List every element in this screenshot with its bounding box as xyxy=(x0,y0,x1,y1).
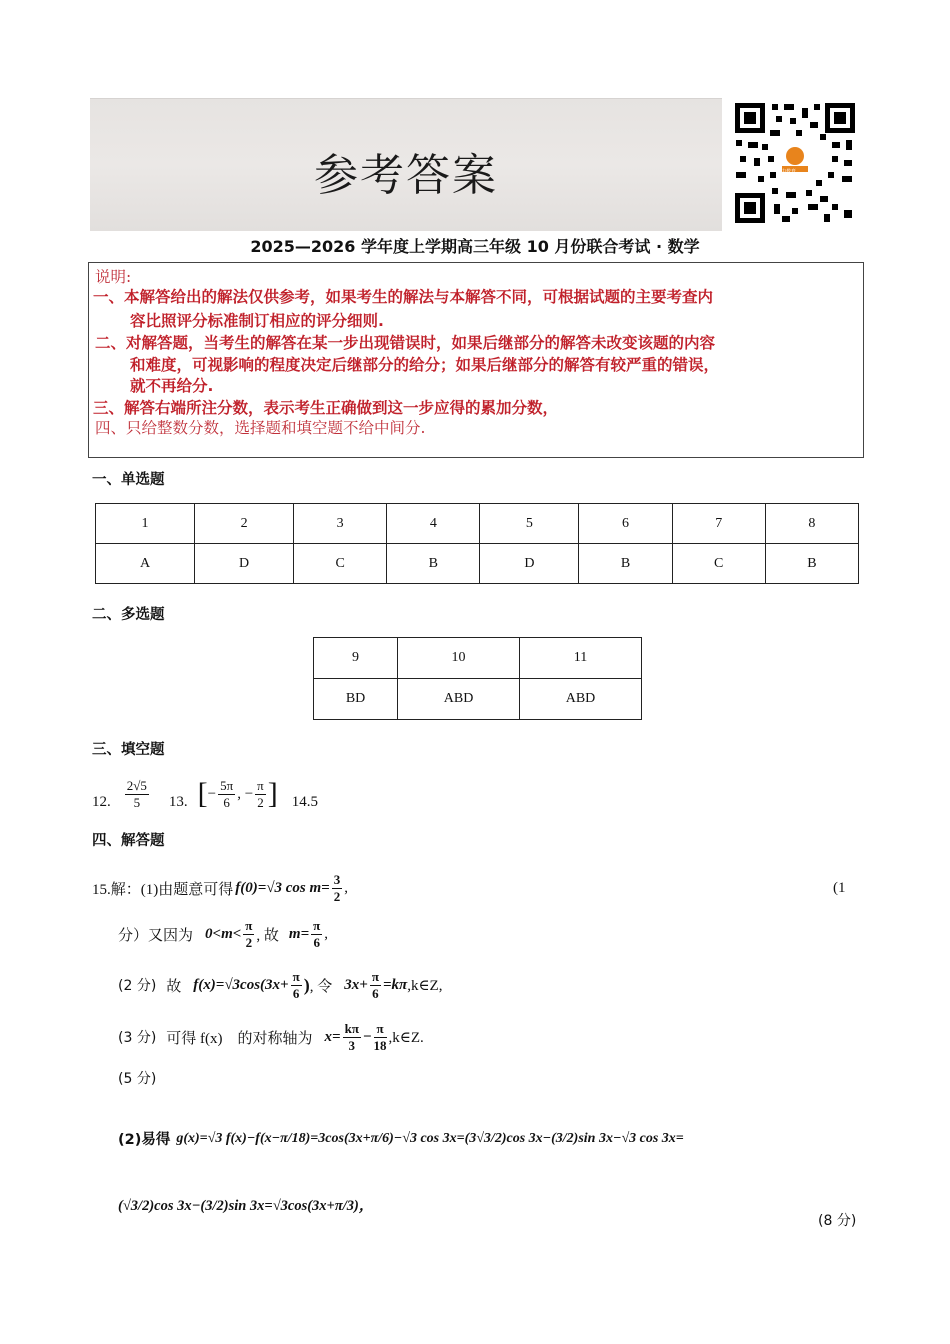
fraction-denominator: 2 xyxy=(245,934,253,950)
q12-label: 12. xyxy=(92,793,111,810)
q13-lower-bound xyxy=(218,778,235,811)
right-bracket-icon: ] xyxy=(267,777,278,810)
question-number: 7 xyxy=(672,504,765,544)
note-2: 二、对解答题，当考生的解答在某一步出现错误时，如果后继部分的解答未改变该题的内容 xyxy=(95,334,716,352)
answer-cell: BD xyxy=(314,679,398,720)
q13-label: 13. xyxy=(168,793,188,810)
minus-sign: − xyxy=(207,785,217,802)
q15-line-1 xyxy=(92,872,348,904)
q15-let-rhs: =kπ xyxy=(382,976,408,993)
multi-choice-heading: 二、多选题 xyxy=(92,607,165,623)
right-paren: ) xyxy=(303,974,310,995)
answer-cell: B xyxy=(765,544,858,584)
question-number-row xyxy=(314,638,642,679)
answer-cell: C xyxy=(672,544,765,584)
question-number: 6 xyxy=(579,504,672,544)
q15-axis-tail: ,k∈Z. xyxy=(388,1029,424,1046)
note-2-continued: 和难度，可视影响的程度决定后继部分的给分；如果后继部分的解答有较严重的错误， xyxy=(130,356,720,374)
q15-ineq-fraction xyxy=(243,918,254,951)
answer-cell: A xyxy=(96,544,195,584)
multi-choice-table xyxy=(313,637,642,720)
q15-score-1b: 分）又因为 xyxy=(118,927,194,944)
question-number: 9 xyxy=(314,638,398,679)
q15-let-eq: 3x+ xyxy=(344,976,368,993)
fraction-numerator: kπ xyxy=(344,1020,359,1036)
single-choice-heading: 一、单选题 xyxy=(92,472,165,488)
solutions-heading: 四、解答题 xyxy=(92,833,165,849)
comma: , xyxy=(344,879,348,896)
note-4: 四、只给整数分数，选择题和填空题不给中间分. xyxy=(95,419,426,437)
q15-score-1a: (1 xyxy=(833,880,846,896)
q15-f-fraction xyxy=(291,969,302,1002)
fraction-denominator: 5 xyxy=(133,794,141,810)
answer-row xyxy=(314,679,642,720)
note-3: 三、解答右端所注分数，表示考生正确做到这一步应得的累加分数， xyxy=(93,399,559,417)
fraction-denominator: 18 xyxy=(373,1037,387,1053)
fraction-numerator: π xyxy=(374,1021,387,1038)
q15-score-5: (5 分) xyxy=(118,1071,157,1087)
q15-axis-fraction-1 xyxy=(343,1021,361,1054)
q15-so: , 故 xyxy=(256,927,279,944)
note-2-continued-2: 就不再给分. xyxy=(130,377,214,395)
q15-part2-line xyxy=(118,1128,684,1149)
fraction-numerator: 2√5 xyxy=(126,777,147,793)
q15-part2-result xyxy=(118,1194,373,1215)
answer-cell: ABD xyxy=(398,679,520,720)
q15-intro: 15.解：(1)由题意可得 xyxy=(92,881,234,898)
fraction-denominator: 6 xyxy=(313,934,320,950)
q15-so2: 故 xyxy=(166,978,182,995)
fraction-numerator: π xyxy=(292,968,300,984)
comma: , xyxy=(324,925,329,942)
q15-eq1-fraction xyxy=(332,872,343,905)
answer-cell: D xyxy=(480,544,579,584)
q15-line-3 xyxy=(118,968,442,1002)
fraction-numerator: 3 xyxy=(333,871,341,887)
qr-logo-label: 华中教育 xyxy=(776,169,797,175)
instructions-box xyxy=(88,262,864,458)
q12-answer xyxy=(125,778,149,811)
note-1-continued: 容比照评分标准制订相应的评分细则. xyxy=(130,312,384,330)
header-banner xyxy=(90,98,722,231)
question-number: 11 xyxy=(520,638,642,679)
q15-axis-text: 可得 f(x) 的对称轴为 xyxy=(166,1030,313,1047)
fraction-numerator: π xyxy=(313,917,321,933)
fill-blank-heading: 三、填空题 xyxy=(92,742,165,758)
q15-score-8: (8 分) xyxy=(818,1213,857,1229)
q15-score-3: (3 分) xyxy=(118,1030,157,1046)
single-choice-table xyxy=(95,503,859,584)
answer-cell: C xyxy=(294,544,387,584)
q15-axis-eq: x= xyxy=(324,1028,341,1045)
fill-blank-answers xyxy=(92,774,318,814)
notes-label: 说明: xyxy=(95,268,132,286)
question-number: 10 xyxy=(398,638,520,679)
q15-inequality: 0<m< xyxy=(205,925,242,942)
q15-part2-result-text: (√3/2)cos 3x−(3/2)sin 3x=√3cos(3x+π/3)， xyxy=(118,1198,374,1214)
answer-cell: B xyxy=(579,544,672,584)
fraction-numerator: π xyxy=(371,968,379,984)
q13-upper-bound xyxy=(255,778,266,811)
question-number: 5 xyxy=(480,504,579,544)
fraction-numerator: π xyxy=(257,777,264,793)
q15-part2-label: (2)易得 xyxy=(118,1132,171,1148)
fraction-numerator: π xyxy=(245,917,253,933)
question-number: 4 xyxy=(387,504,480,544)
fraction-numerator: 5π xyxy=(220,777,234,793)
q14-answer: 14.5 xyxy=(291,793,318,810)
qr-code xyxy=(732,100,858,226)
question-number: 1 xyxy=(96,504,195,544)
banner-title: 参考答案 xyxy=(314,150,498,201)
fraction-denominator: 3 xyxy=(348,1037,356,1053)
qr-code-graphic xyxy=(732,100,858,226)
answer-row xyxy=(96,544,859,584)
q15-line-2 xyxy=(118,918,328,950)
fraction-denominator: 6 xyxy=(223,794,230,810)
question-number: 3 xyxy=(294,504,387,544)
q15-f-eq: f(x)=√3cos(3x+ xyxy=(193,976,289,993)
q15-eq1: f(0)=√3 cos m= xyxy=(235,879,330,896)
answer-cell: B xyxy=(387,544,480,584)
answer-cell: ABD xyxy=(520,679,642,720)
note-1: 一、本解答给出的解法仅供参考，如果考生的解法与本解答不同，可根据试题的主要考查内 xyxy=(93,288,714,306)
question-number: 2 xyxy=(195,504,294,544)
q15-m-fraction xyxy=(311,918,322,951)
minus-sign: − xyxy=(362,1028,372,1045)
q15-score-2: (2 分) xyxy=(118,978,157,994)
fraction-denominator: 6 xyxy=(372,985,379,1001)
answer-cell: D xyxy=(195,544,294,584)
q15-part2-eq: g(x)=√3 f(x)−f(x−π/18)=3cos(3x+π/6)−√3 cos 3x=(3√3/2)cos 3x−(3/2)sin 3x−√3 cos 3x= xyxy=(176,1130,684,1146)
q15-let: , 令 xyxy=(309,978,333,995)
fraction-denominator: 2 xyxy=(333,888,341,904)
q15-line-4 xyxy=(118,1020,424,1054)
question-number: 8 xyxy=(765,504,858,544)
question-number-row xyxy=(96,504,859,544)
q15-let-fraction xyxy=(370,969,381,1002)
exam-title: 2025—2026 学年度上学期高三年级 10 月份联合考试 · 数学 xyxy=(250,237,700,256)
q15-let-tail: ,k∈Z, xyxy=(407,977,443,994)
q15-axis-fraction-2 xyxy=(374,1021,387,1054)
comma: , − xyxy=(237,785,254,802)
left-bracket-icon: [ xyxy=(197,777,208,810)
fraction-denominator: 2 xyxy=(257,794,264,810)
q15-m-eq: m= xyxy=(288,925,310,942)
fraction-denominator: 6 xyxy=(292,985,300,1001)
